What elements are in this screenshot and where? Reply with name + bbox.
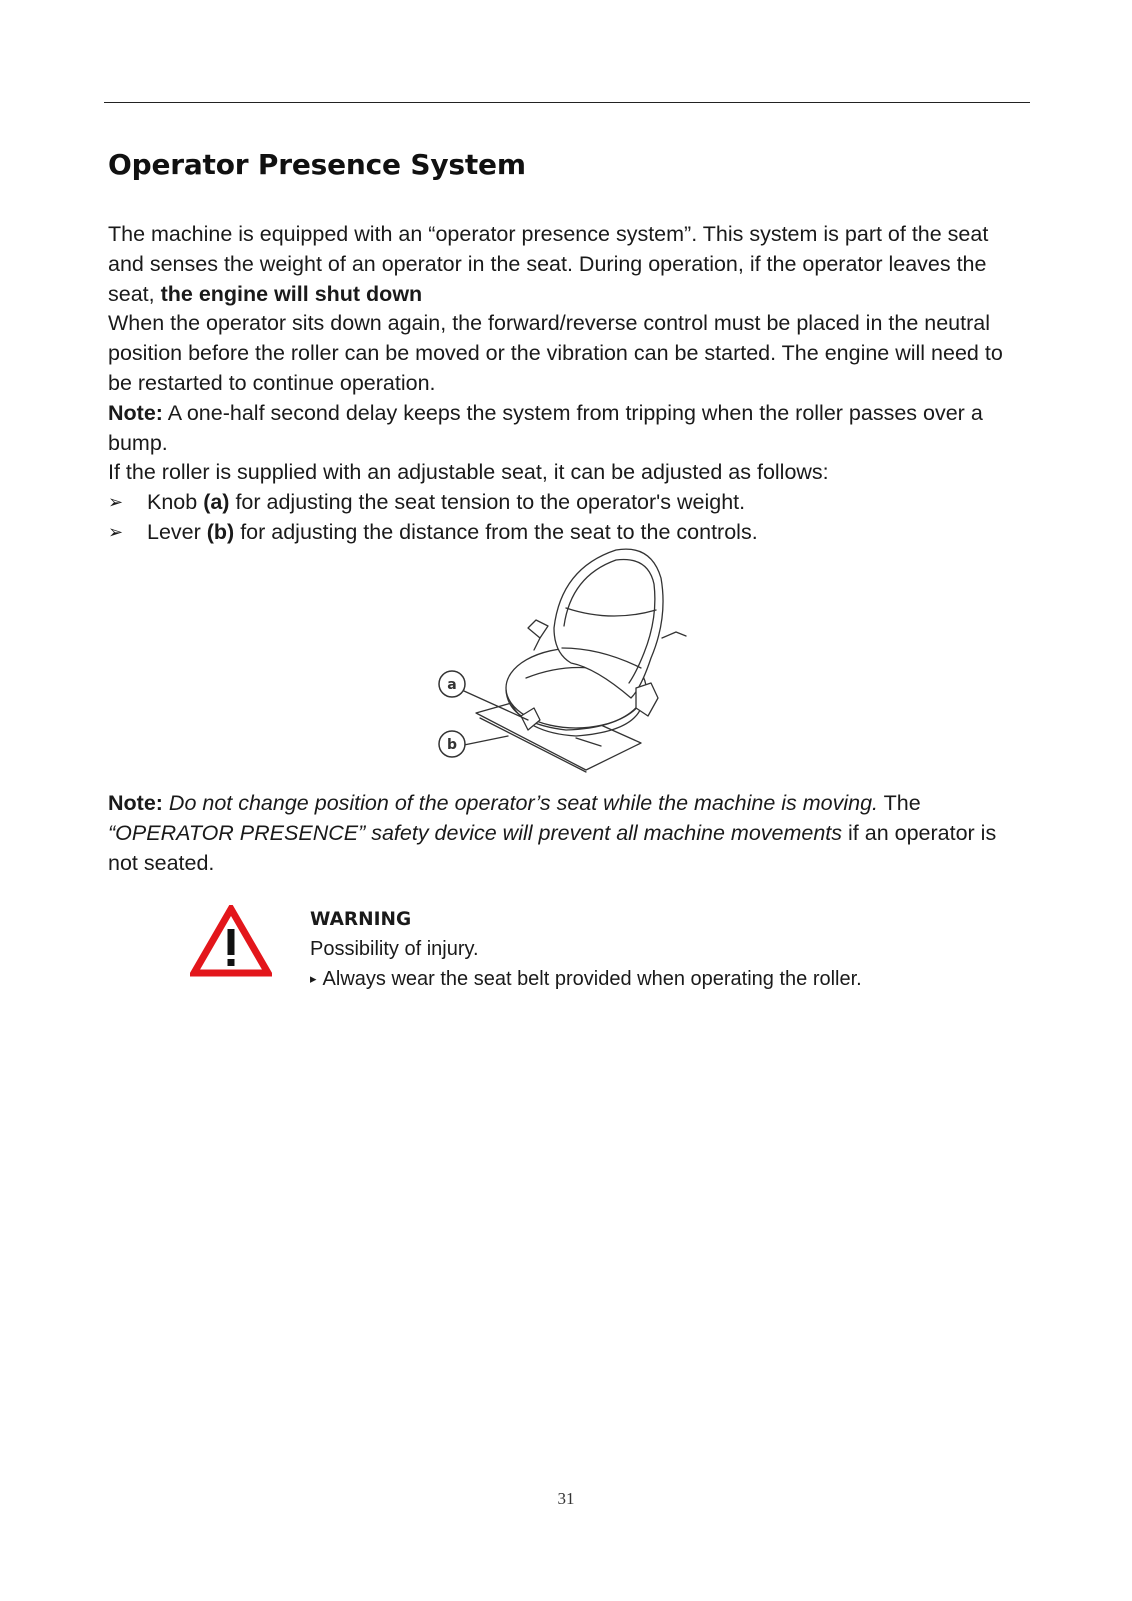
header-rule bbox=[104, 102, 1030, 103]
engine-shutdown-emphasis: the engine will shut down bbox=[160, 281, 423, 306]
intro-paragraph: The machine is equipped with an “operator presence system”. This system is part of the seat and senses the weight of an operator in the seat. During operation, if the operator leaves the seat, the engine will shut down bbox=[108, 222, 989, 306]
arrow-bullet-icon: ➢ bbox=[108, 521, 124, 542]
adjustable-seat-paragraph: If the roller is supplied with an adjustable seat, it can be adjusted as follows: bbox=[108, 460, 829, 485]
warning-instruction: ▸ Always wear the seat belt provided when operating the roller. bbox=[310, 968, 862, 990]
callout-b bbox=[439, 731, 465, 757]
warning-title: WARNING bbox=[310, 909, 412, 930]
sit-down-paragraph: When the operator sits down again, the forward/reverse control must be placed in the neutral position before the roller can be moved or the vibration can be started. The engine will need to be restarted to continue operation. bbox=[108, 311, 1003, 395]
note-label: Note: bbox=[108, 791, 163, 815]
warning-block bbox=[310, 905, 1030, 995]
page-title: Operator Presence System bbox=[108, 148, 526, 181]
triangle-bullet-icon: ▸ bbox=[310, 971, 317, 986]
svg-text:b: b bbox=[446, 737, 458, 753]
adjustment-list bbox=[108, 488, 1028, 548]
svg-text:a: a bbox=[447, 677, 457, 693]
warning-line: Possibility of injury. bbox=[310, 937, 479, 960]
seat-illustration bbox=[436, 548, 706, 784]
note-seat-movement: Note: Do not change position of the operator’s seat while the machine is moving. The “OPERATOR PRESENCE” safety device will prevent all machine movements if an operator is not seated. bbox=[108, 791, 997, 875]
list-item: ➢ Knob (a) for adjusting the seat tension to the operator's weight. bbox=[108, 488, 1028, 518]
warning-triangle-icon bbox=[190, 905, 272, 977]
page-number: 31 bbox=[557, 1489, 575, 1508]
note-label: Note: bbox=[108, 400, 163, 425]
list-item: ➢ Lever (b) for adjusting the distance from the seat to the controls. bbox=[108, 518, 1028, 548]
arrow-bullet-icon: ➢ bbox=[108, 492, 124, 513]
callout-a bbox=[439, 671, 465, 697]
body-text bbox=[108, 220, 1028, 548]
note-delay: Note: A one-half second delay keeps the system from tripping when the roller passes over a bump. bbox=[108, 400, 983, 455]
